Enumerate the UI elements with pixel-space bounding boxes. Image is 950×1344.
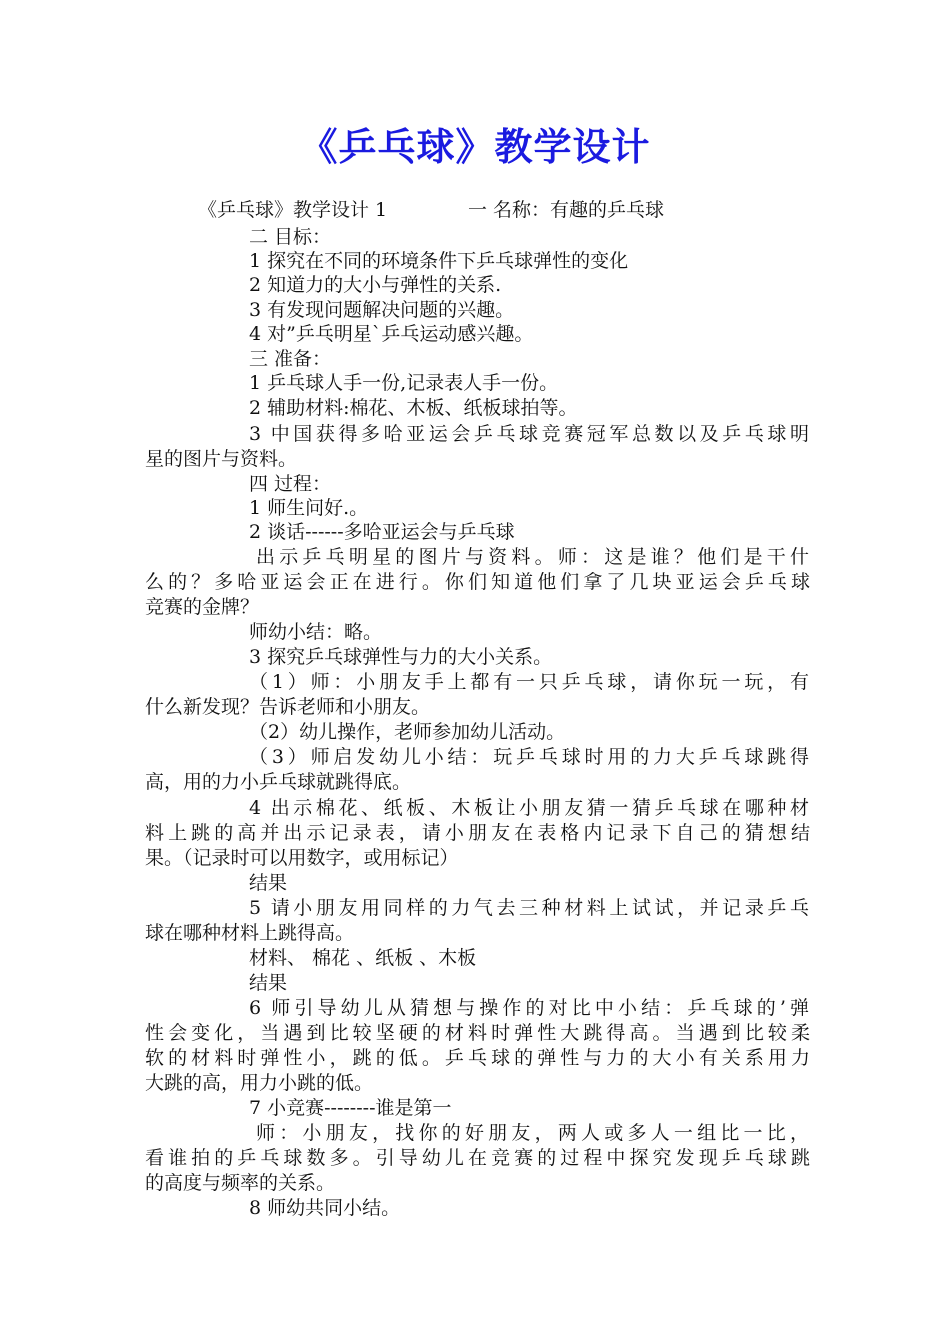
paragraph-line: 球在哪种材料上跳得高。: [145, 922, 355, 944]
section-heading-prep: 三 准备：: [249, 348, 332, 370]
paragraph-line: 软的材料时弹性小，跳的低。乒乓球的弹性与力的大小有关系用力: [145, 1047, 810, 1069]
document-title: 《乒乓球》教学设计: [299, 125, 651, 169]
process-step-3: 3 探究乒乓球弹性与力的大小关系。: [249, 646, 553, 668]
prep-item-2: 2 辅助材料:棉花、木板、纸板球拍等。: [249, 397, 578, 419]
paragraph-line: （3）师启发幼儿小结：玩乒乓球时用的力大乒乓球跳得: [249, 746, 809, 768]
paragraph-line: 的高度与频率的关系。: [145, 1172, 336, 1194]
process-step-4: 4 出示棉花、纸板、木板让小朋友猜一猜乒乓球在哪种材: [249, 797, 809, 819]
prep-item-3-line-2: 星的图片与资料。: [145, 448, 298, 470]
paragraph-line: 大跳的高，用力小跳的低。: [145, 1072, 374, 1094]
paragraph-line: 竞赛的金牌？: [145, 596, 260, 618]
paragraph-line: 料上跳的高并出示记录表，请小朋友在表格内记录下自己的猜想结: [145, 822, 810, 844]
paragraph-line: 果。（记录时可以用数字，或用标记）: [145, 847, 459, 869]
materials-row: 材料、 棉花 、纸板 、木板: [249, 947, 477, 969]
intro-right: 一 名称：有趣的乒乓球: [468, 199, 665, 221]
goal-item-1: 1 探究在不同的环境条件下乒乓球弹性的变化: [249, 250, 629, 272]
prep-item-1: 1 乒乓球人手一份,记录表人手一份。: [249, 372, 559, 394]
paragraph-line: 什么新发现？告诉老师和小朋友。: [145, 696, 431, 718]
process-step-2: 2 谈话------多哈亚运会与乒乓球: [249, 521, 515, 543]
paragraph-line: 性会变化，当遇到比较坚硬的材料时弹性大跳得高。当遇到比较柔: [145, 1022, 810, 1044]
paragraph-line: 看谁拍的乒乓球数多。引导幼儿在竞赛的过程中探究发现乒乓球跳: [145, 1147, 810, 1169]
paragraph-line: （2）幼儿操作，老师参加幼儿活动。: [249, 721, 566, 743]
goal-item-2: 2 知道力的大小与弹性的关系.: [249, 274, 502, 296]
paragraph-line: 师幼小结：略。: [249, 621, 383, 643]
intro-left: 《乒乓球》教学设计 1: [198, 199, 388, 221]
process-step-7: 7 小竞赛--------谁是第一: [249, 1097, 452, 1119]
section-heading-goals: 二 目标：: [249, 226, 332, 248]
section-heading-process: 四 过程：: [249, 473, 332, 495]
paragraph-line: 师：小朋友，找你的好朋友，两人或多人一组比一比，: [256, 1122, 809, 1144]
result-label: 结果: [249, 872, 288, 894]
paragraph-line: 高，用的力小乒乓球就跳得底。: [145, 771, 412, 793]
goal-item-3: 3 有发现问题解决问题的兴趣。: [249, 299, 515, 321]
process-step-1: 1 师生问好.。: [249, 497, 369, 519]
intro-line: [198, 198, 810, 223]
process-step-8: 8 师幼共同小结。: [249, 1197, 401, 1219]
process-step-6: 6 师引导幼儿从猜想与操作的对比中小结：乒乓球的’弹: [249, 997, 809, 1019]
paragraph-line: （1）师：小朋友手上都有一只乒乓球，请你玩一玩，有: [249, 671, 809, 693]
prep-item-3-line-1: 3 中国获得多哈亚运会乒乓球竞赛冠军总数以及乒乓球明: [249, 423, 809, 445]
process-step-5: 5 请小朋友用同样的力气去三种材料上试试，并记录乒乓: [249, 897, 809, 919]
paragraph-line: 么的？多哈亚运会正在进行。你们知道他们拿了几块亚运会乒乓球: [145, 571, 810, 593]
paragraph-line: 出示乒乓明星的图片与资料。师：这是谁？他们是干什: [256, 546, 809, 568]
result-label: 结果: [249, 972, 288, 994]
goal-item-4: 4 对”乒乓明星`乒乓运动感兴趣。: [249, 323, 534, 345]
